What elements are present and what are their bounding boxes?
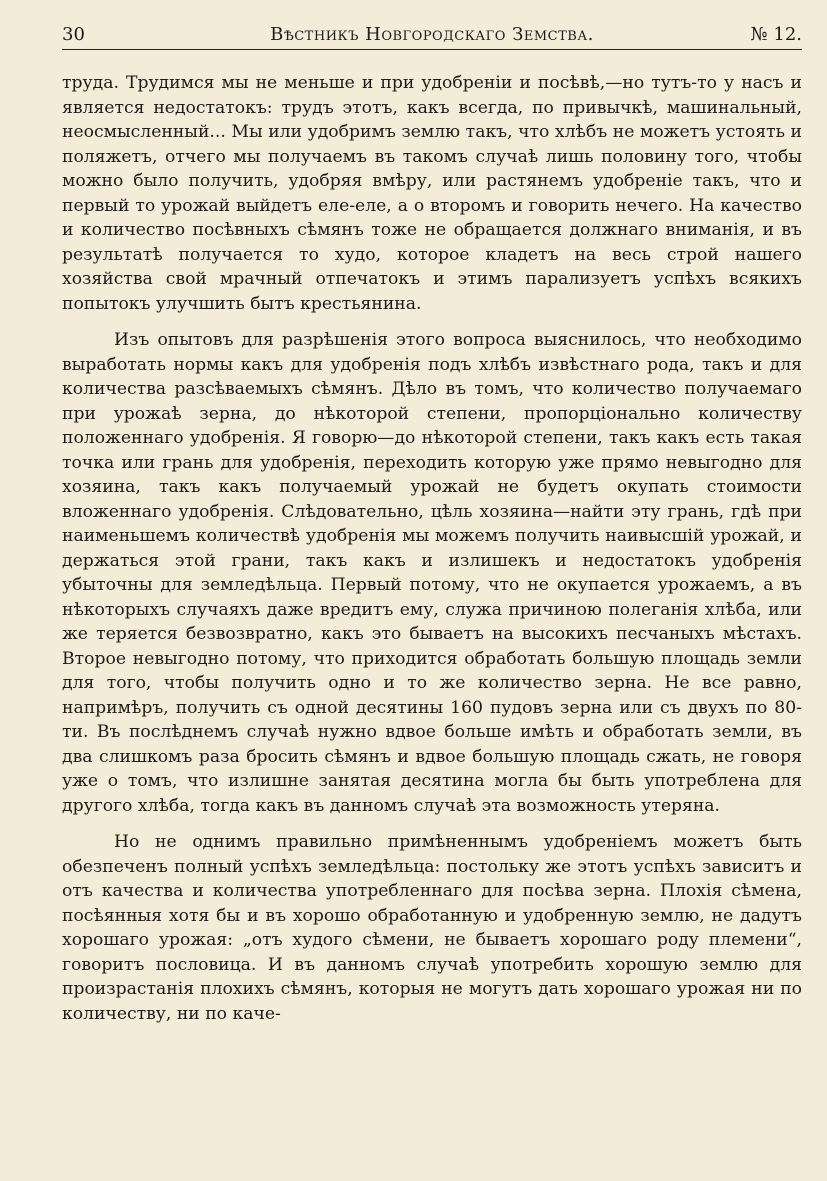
running-header bbox=[62, 22, 802, 48]
journal-title: Вѣстникъ Новгородскаго Земства. bbox=[270, 24, 594, 45]
paragraph: Изъ опытовъ для разрѣшенія этого вопроса выяснилось, что необходимо выработать нормы какъ для удобренія подъ хлѣбъ извѣстнаго рода, такъ и для количества разсѣваемыхъ сѣмянъ. Дѣло въ томъ, что количество получаемаго при урожаѣ зерна, до нѣкоторой степени, пропорціонально количеству положеннаго удобренія. Я говорю—до нѣкоторой степени, такъ какъ есть такая точка или грань для удобренія, переходить которую уже прямо невыгодно для хозяина, такъ какъ получаемый урожай не будетъ окупать стоимости вложеннаго удобренія. Слѣдовательно, цѣль хозяина—найти эту грань, гдѣ при наименьшемъ количествѣ удобренія мы можемъ получить наивысшій урожай, и держаться этой грани, такъ какъ и излишекъ и недостатокъ удобренія убыточны для земледѣльца. Первый потому, что не окупается урожаемъ, а въ нѣкоторыхъ случаяхъ даже вредитъ ему, служа причиною полеганія хлѣба, или же теряется безвозвратно, какъ это бываетъ на высокихъ песчаныхъ мѣстахъ. Второе невыгодно потому, что приходится обработать большую площадь земли для того, чтобы получить одно и то же количество зерна. Не все равно, напримѣръ, получить съ одной десятины 160 пудовъ зерна или съ двухъ по 80-ти. Въ послѣднемъ случаѣ нужно вдвое больше имѣть и обработать земли, въ два слишкомъ раза бросить сѣмянъ и вдвое большую площадь сжать, не говоря уже о томъ, что излишне занятая десятина могла бы быть употреблена для другого хлѣба, тогда какъ въ данномъ случаѣ эта возможность утеряна. bbox=[62, 330, 802, 816]
paragraph: Но не однимъ правильно примѣненнымъ удобреніемъ можетъ быть обезпеченъ полный успѣхъ земледѣльца: постольку же этотъ успѣхъ зависитъ и отъ качества и количества употребленнаго для посѣва зерна. Плохія сѣмена, посѣянныя хотя бы и въ хорошо обработанную и удобренную землю, не дадутъ хорошаго урожая: „отъ худого сѣмени, не бываетъ хорошаго роду племени“, говоритъ пословица. И въ данномъ случаѣ употребить хорошую землю для произрастанія плохихъ сѣмянъ, которыя не могутъ дать хорошаго урожая ни по количеству, ни по каче- bbox=[62, 832, 802, 1024]
page-number: 30 bbox=[62, 24, 85, 45]
issue-number: № 12. bbox=[750, 24, 802, 45]
paragraph: труда. Трудимся мы не меньше и при удобреніи и посѣвѣ,—но тутъ-то у насъ и является недостатокъ: трудъ этотъ, какъ всегда, по привычкѣ, машинальный, неосмысленный... Мы или удобримъ землю такъ, что хлѣбъ не можетъ устоять и поляжетъ, отчего мы получаемъ въ такомъ случаѣ лишь половину того, чтобы можно было получить, удобряя вмѣру, или растянемъ удобреніе такъ, что и первый то урожай выйдетъ еле-еле, а о второмъ и говорить нечего. На качество и количество посѣвныхъ сѣмянъ тоже не обращается должнаго вниманія, и въ результатѣ получается то худо, которое кладетъ на весь строй нашего хозяйства свой мрачный отпечатокъ и этимъ парализуетъ успѣхъ всякихъ попытокъ улучшить бытъ крестьянина. bbox=[62, 73, 802, 314]
article-body bbox=[62, 71, 802, 1038]
header-rule bbox=[62, 49, 802, 50]
